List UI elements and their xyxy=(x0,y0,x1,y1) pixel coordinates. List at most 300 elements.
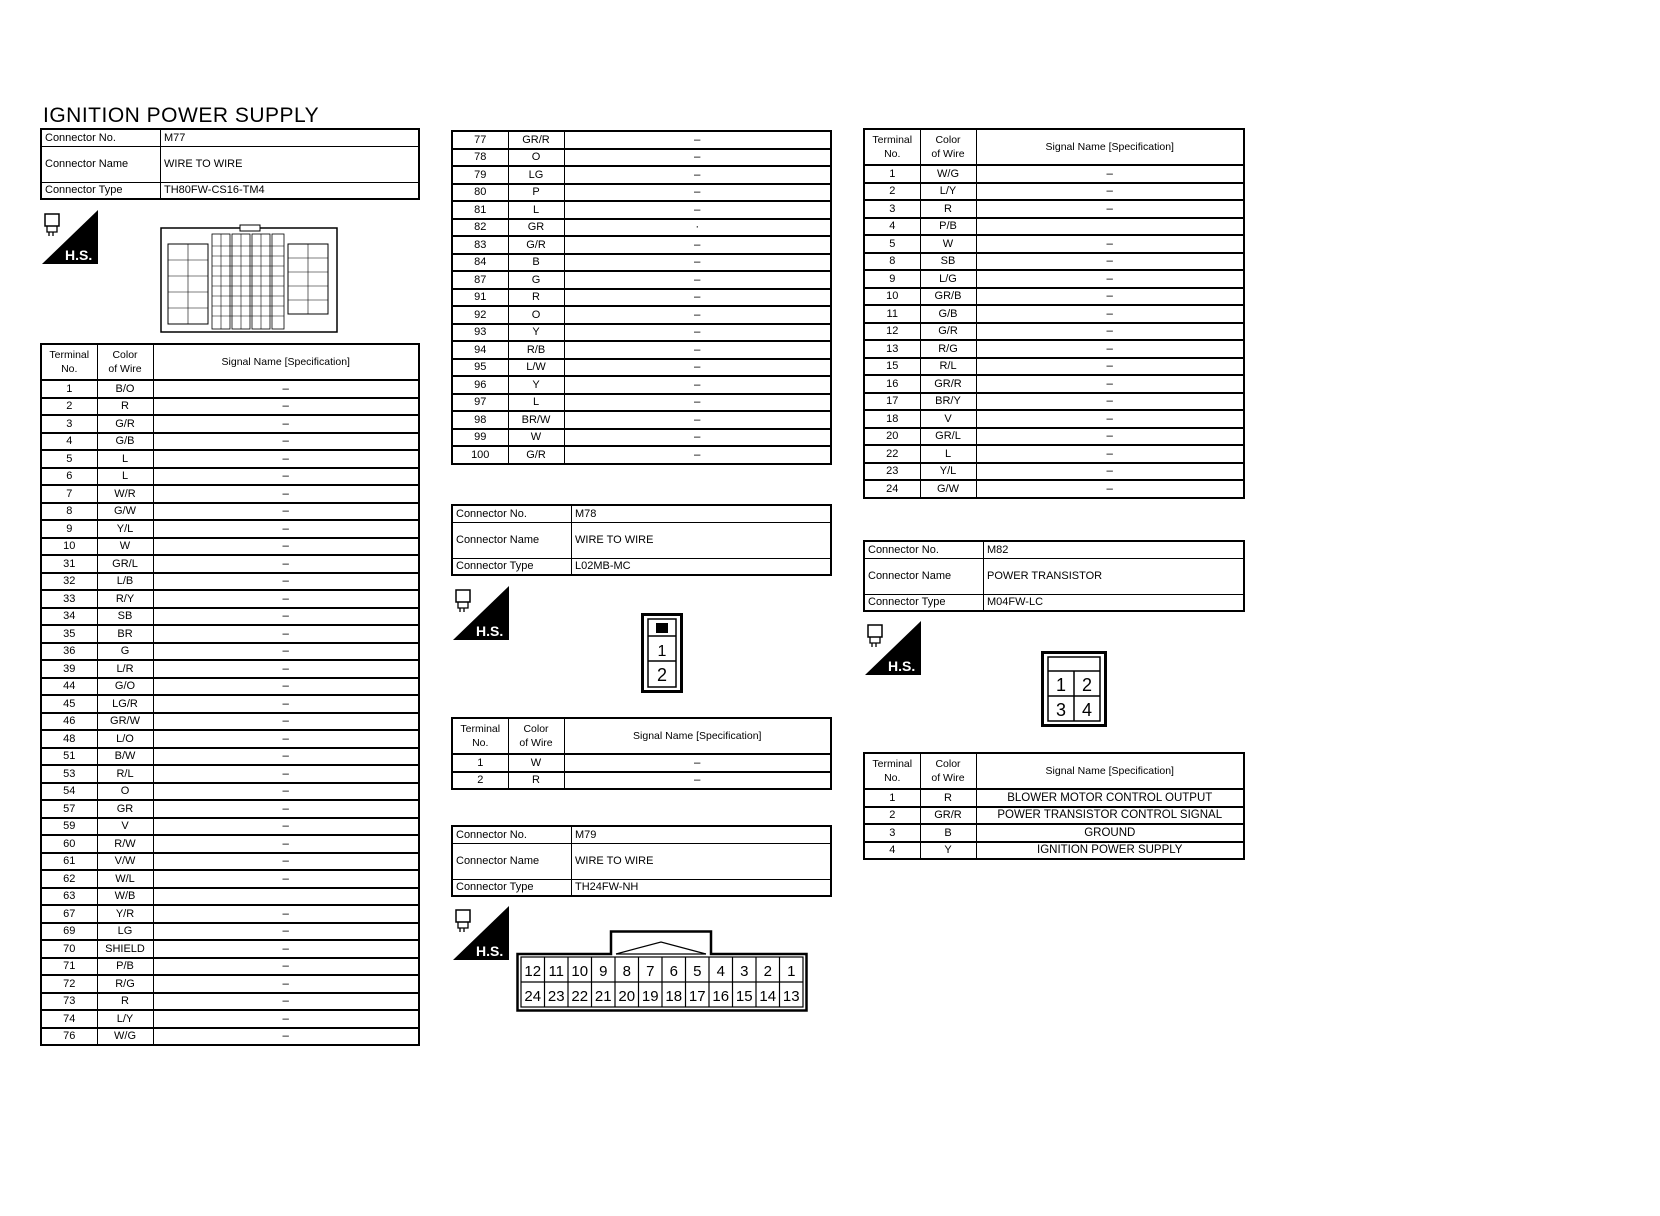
wire-color-cell: B/O xyxy=(97,380,153,398)
table-row xyxy=(864,445,1244,463)
terminal-no-cell: 20 xyxy=(864,428,920,446)
wire-color-cell: G/R xyxy=(508,236,564,254)
m77-connector-type: TH80FW-CS16-TM4 xyxy=(161,182,420,199)
table-row xyxy=(41,503,419,521)
wire-color-cell: BR xyxy=(97,625,153,643)
wire-color-cell: R/L xyxy=(920,358,976,376)
wire-color-cell: Y/L xyxy=(920,463,976,481)
m82-pin-1: 1 xyxy=(1055,675,1067,695)
m79-pin: 9 xyxy=(599,963,608,980)
terminal-no-cell: 51 xyxy=(41,748,97,766)
m79-pin: 3 xyxy=(740,963,749,980)
wire-color-cell: G/R xyxy=(920,323,976,341)
m79-pin: 15 xyxy=(735,988,753,1005)
table-row xyxy=(452,341,831,359)
terminal-no-cell: 48 xyxy=(41,730,97,748)
harness-side-icon xyxy=(40,208,100,266)
terminal-no-cell: 5 xyxy=(41,450,97,468)
signal-name-cell: · xyxy=(564,219,831,237)
m79-pin: 10 xyxy=(571,963,589,980)
table-row xyxy=(864,323,1244,341)
terminal-no-cell: 22 xyxy=(864,445,920,463)
signal-name-cell: – xyxy=(153,853,419,871)
signal-name-cell: – xyxy=(153,975,419,993)
wire-color-cell: G/R xyxy=(97,415,153,433)
m78-connector-name: WIRE TO WIRE xyxy=(572,522,832,558)
terminal-no-cell: 69 xyxy=(41,923,97,941)
table-row xyxy=(864,165,1244,183)
signal-name-cell: – xyxy=(153,398,419,416)
terminal-no-cell: 54 xyxy=(41,783,97,801)
signal-name-cell: – xyxy=(976,183,1244,201)
wire-color-cell: L xyxy=(97,450,153,468)
table-row xyxy=(452,446,831,464)
wire-color-cell: R xyxy=(508,772,564,790)
table-row xyxy=(452,376,831,394)
table-row xyxy=(452,359,831,377)
m82-connector-face xyxy=(1041,651,1107,727)
terminal-no-cell: 59 xyxy=(41,818,97,836)
wire-color-cell: W/G xyxy=(920,165,976,183)
wire-color-cell: Y xyxy=(920,842,976,860)
signal-name-cell: – xyxy=(976,340,1244,358)
signal-name-cell: – xyxy=(976,288,1244,306)
table-row xyxy=(41,450,419,468)
table-row xyxy=(864,375,1244,393)
signal-name-cell: BLOWER MOTOR CONTROL OUTPUT xyxy=(976,789,1244,807)
wire-color-cell: LG xyxy=(508,166,564,184)
wire-color-cell: W/B xyxy=(97,888,153,906)
wire-color-cell: R xyxy=(508,289,564,307)
wire-color-cell: G/W xyxy=(920,480,976,498)
terminal-no-cell: 8 xyxy=(41,503,97,521)
signal-name-cell: – xyxy=(153,905,419,923)
wire-color-cell: R xyxy=(920,789,976,807)
terminal-no-cell: 97 xyxy=(452,394,508,412)
terminal-no-cell: 60 xyxy=(41,835,97,853)
signal-name-cell: – xyxy=(564,271,831,289)
table-row xyxy=(41,415,419,433)
signal-name-cell: – xyxy=(976,445,1244,463)
table-row xyxy=(452,429,831,447)
harness-side-icon xyxy=(863,619,923,677)
table-row xyxy=(452,149,831,167)
terminal-no-cell: 2 xyxy=(452,772,508,790)
signal-name-cell: – xyxy=(153,730,419,748)
signal-name-cell: – xyxy=(153,940,419,958)
page-title: IGNITION POWER SUPPLY xyxy=(43,104,320,127)
terminal-no-cell: 46 xyxy=(41,713,97,731)
terminal-no-cell: 71 xyxy=(41,958,97,976)
signal-name-cell: – xyxy=(153,450,419,468)
signal-name-cell: – xyxy=(564,359,831,377)
table-row xyxy=(41,975,419,993)
signal-name-cell: – xyxy=(564,236,831,254)
wire-color-cell: L/B xyxy=(97,573,153,591)
table-row xyxy=(864,428,1244,446)
terminal-no-cell: 3 xyxy=(864,200,920,218)
wire-color-cell: GR/W xyxy=(97,713,153,731)
wire-color-cell: SB xyxy=(920,253,976,271)
signal-name-cell: – xyxy=(153,1028,419,1046)
color-of-wire-header: Color of Wire xyxy=(920,753,976,789)
signal-name-cell: – xyxy=(564,446,831,464)
table-row xyxy=(864,200,1244,218)
terminal-no-cell: 11 xyxy=(864,305,920,323)
table-row xyxy=(41,783,419,801)
terminal-no-cell: 35 xyxy=(41,625,97,643)
table-row xyxy=(41,835,419,853)
signal-name-cell: IGNITION POWER SUPPLY xyxy=(976,842,1244,860)
terminal-no-cell: 8 xyxy=(864,253,920,271)
table-row xyxy=(41,905,419,923)
table-row xyxy=(452,184,831,202)
signal-name-cell: – xyxy=(153,748,419,766)
wire-color-cell: B/W xyxy=(97,748,153,766)
signal-name-cell: – xyxy=(564,149,831,167)
signal-name-cell: POWER TRANSISTOR CONTROL SIGNAL xyxy=(976,807,1244,825)
hs-badge-text: H.S. xyxy=(65,247,93,263)
harness-side-icon xyxy=(451,904,511,962)
connector-name-label: Connector Name xyxy=(452,843,572,879)
wire-color-cell: G xyxy=(97,643,153,661)
wire-color-cell: W/L xyxy=(97,870,153,888)
wire-color-cell: L xyxy=(508,201,564,219)
m79-pin: 17 xyxy=(688,988,706,1005)
signal-name-cell: – xyxy=(564,289,831,307)
color-of-wire-header: Color of Wire xyxy=(920,129,976,165)
wire-color-cell: L/R xyxy=(97,660,153,678)
m79-pin: 2 xyxy=(763,963,772,980)
m77-connector-name: WIRE TO WIRE xyxy=(161,146,420,182)
terminal-no-cell: 67 xyxy=(41,905,97,923)
signal-name-cell: – xyxy=(564,201,831,219)
signal-name-cell xyxy=(153,888,419,906)
wire-color-cell: G/O xyxy=(97,678,153,696)
wire-color-cell: B xyxy=(508,254,564,272)
color-of-wire-header: Color of Wire xyxy=(97,344,153,380)
wire-color-cell: V xyxy=(97,818,153,836)
terminal-no-cell: 44 xyxy=(41,678,97,696)
signal-name-cell: – xyxy=(153,590,419,608)
wire-color-cell: GR/L xyxy=(97,555,153,573)
m82-pin-4: 4 xyxy=(1081,700,1093,720)
terminal-no-cell: 81 xyxy=(452,201,508,219)
signal-name-cell: – xyxy=(976,235,1244,253)
m79-pin: 20 xyxy=(618,988,636,1005)
wire-color-cell: SHIELD xyxy=(97,940,153,958)
table-row xyxy=(864,393,1244,411)
table-row xyxy=(864,358,1244,376)
terminal-no-cell: 94 xyxy=(452,341,508,359)
wire-color-cell: G xyxy=(508,271,564,289)
terminal-no-cell: 70 xyxy=(41,940,97,958)
table-row xyxy=(452,754,831,772)
table-row xyxy=(452,254,831,272)
m82-connector-no: M82 xyxy=(984,541,1245,558)
hs-badge-text: H.S. xyxy=(476,943,504,959)
m77-terminal-table-continued xyxy=(451,130,832,465)
table-row xyxy=(452,166,831,184)
signal-name-cell: – xyxy=(564,166,831,184)
terminal-no-cell: 45 xyxy=(41,695,97,713)
signal-name-header: Signal Name [Specification] xyxy=(153,344,419,380)
table-row xyxy=(41,590,419,608)
signal-name-header: Signal Name [Specification] xyxy=(976,129,1244,165)
harness-side-icon xyxy=(451,584,511,642)
terminal-no-cell: 6 xyxy=(41,468,97,486)
table-row xyxy=(41,993,419,1011)
wire-color-cell: W xyxy=(97,538,153,556)
m78-connector-info xyxy=(451,504,832,576)
wire-color-cell: GR/B xyxy=(920,288,976,306)
signal-name-cell: – xyxy=(153,695,419,713)
terminal-no-cell: 72 xyxy=(41,975,97,993)
m79-pin: 5 xyxy=(693,963,702,980)
wire-color-cell: R/W xyxy=(97,835,153,853)
wire-color-cell: L/Y xyxy=(920,183,976,201)
table-row xyxy=(41,643,419,661)
m79-connector-no: M79 xyxy=(572,826,832,843)
signal-name-cell: – xyxy=(564,254,831,272)
wire-color-cell: L/O xyxy=(97,730,153,748)
connector-no-label: Connector No. xyxy=(452,826,572,843)
wire-color-cell: W xyxy=(920,235,976,253)
m79-pin: 18 xyxy=(665,988,683,1005)
signal-name-cell: – xyxy=(153,818,419,836)
terminal-no-cell: 92 xyxy=(452,306,508,324)
table-row xyxy=(452,306,831,324)
terminal-no-cell: 17 xyxy=(864,393,920,411)
signal-name-cell: – xyxy=(153,993,419,1011)
wire-color-cell: P/B xyxy=(920,218,976,236)
table-row xyxy=(864,183,1244,201)
m78-connector-face xyxy=(641,613,683,693)
terminal-no-cell: 84 xyxy=(452,254,508,272)
m79-pin: 21 xyxy=(594,988,612,1005)
terminal-no-cell: 2 xyxy=(864,183,920,201)
table-row xyxy=(41,398,419,416)
table-row xyxy=(864,463,1244,481)
terminal-no-cell: 100 xyxy=(452,446,508,464)
m79-pin: 24 xyxy=(524,988,542,1005)
terminal-no-cell: 18 xyxy=(864,410,920,428)
wire-color-cell: W/R xyxy=(97,485,153,503)
signal-name-cell: – xyxy=(976,305,1244,323)
table-row xyxy=(41,923,419,941)
m79-connector-info xyxy=(451,825,832,897)
table-row xyxy=(41,748,419,766)
wire-color-cell: R/L xyxy=(97,765,153,783)
wire-color-cell: O xyxy=(508,306,564,324)
wire-color-cell: O xyxy=(508,149,564,167)
m77-connector-no: M77 xyxy=(161,129,420,146)
terminal-no-cell: 53 xyxy=(41,765,97,783)
m79-connector-type: TH24FW-NH xyxy=(572,879,832,896)
terminal-no-cell: 3 xyxy=(41,415,97,433)
wire-color-cell: L xyxy=(508,394,564,412)
table-row xyxy=(864,270,1244,288)
wire-color-cell: L xyxy=(920,445,976,463)
wire-color-cell: G/R xyxy=(508,446,564,464)
wire-color-cell: V xyxy=(920,410,976,428)
table-row xyxy=(41,608,419,626)
signal-name-cell xyxy=(976,218,1244,236)
signal-name-cell: – xyxy=(153,503,419,521)
signal-name-cell: – xyxy=(153,415,419,433)
wire-color-cell: P/B xyxy=(97,958,153,976)
signal-name-cell: – xyxy=(153,660,419,678)
connector-no-label: Connector No. xyxy=(452,505,572,522)
table-row xyxy=(864,340,1244,358)
terminal-no-cell: 2 xyxy=(864,807,920,825)
signal-name-cell: – xyxy=(976,393,1244,411)
m79-pin: 19 xyxy=(641,988,659,1005)
signal-name-cell: – xyxy=(564,131,831,149)
table-row xyxy=(452,289,831,307)
terminal-no-cell: 15 xyxy=(864,358,920,376)
signal-name-cell: – xyxy=(976,253,1244,271)
signal-name-cell: – xyxy=(976,428,1244,446)
m78-pin-1: 1 xyxy=(657,643,667,660)
wire-color-cell: R/B xyxy=(508,341,564,359)
terminal-no-cell: 1 xyxy=(864,789,920,807)
connector-type-label: Connector Type xyxy=(452,879,572,896)
table-row xyxy=(41,1028,419,1046)
wire-color-cell: SB xyxy=(97,608,153,626)
m82-pin-3: 3 xyxy=(1055,700,1067,720)
wire-color-cell: B xyxy=(920,824,976,842)
signal-name-cell: – xyxy=(153,678,419,696)
terminal-no-header: Terminal No. xyxy=(41,344,97,380)
terminal-no-cell: 5 xyxy=(864,235,920,253)
table-row xyxy=(864,253,1244,271)
terminal-no-cell: 61 xyxy=(41,853,97,871)
signal-name-cell: – xyxy=(976,358,1244,376)
terminal-no-cell: 91 xyxy=(452,289,508,307)
signal-name-cell: – xyxy=(153,625,419,643)
signal-name-cell: – xyxy=(564,772,831,790)
table-row xyxy=(864,305,1244,323)
terminal-no-cell: 9 xyxy=(41,520,97,538)
signal-name-cell: – xyxy=(153,800,419,818)
m82-connector-name: POWER TRANSISTOR xyxy=(984,558,1245,594)
signal-name-cell: – xyxy=(153,608,419,626)
terminal-no-cell: 13 xyxy=(864,340,920,358)
terminal-no-header: Terminal No. xyxy=(452,718,508,754)
terminal-no-cell: 34 xyxy=(41,608,97,626)
wire-color-cell: GR/R xyxy=(920,375,976,393)
signal-name-cell: – xyxy=(153,433,419,451)
m79-connector-name: WIRE TO WIRE xyxy=(572,843,832,879)
terminal-no-cell: 79 xyxy=(452,166,508,184)
table-row xyxy=(41,853,419,871)
table-row xyxy=(41,485,419,503)
table-row xyxy=(452,411,831,429)
signal-name-cell: – xyxy=(976,200,1244,218)
signal-name-cell: – xyxy=(976,410,1244,428)
terminal-no-cell: 36 xyxy=(41,643,97,661)
signal-name-cell: – xyxy=(976,323,1244,341)
m82-connector-info xyxy=(863,540,1245,612)
connector-no-label: Connector No. xyxy=(41,129,161,146)
wire-color-cell: P xyxy=(508,184,564,202)
terminal-no-cell: 63 xyxy=(41,888,97,906)
terminal-no-cell: 62 xyxy=(41,870,97,888)
terminal-no-cell: 78 xyxy=(452,149,508,167)
table-row xyxy=(41,870,419,888)
terminal-no-cell: 87 xyxy=(452,271,508,289)
terminal-no-cell: 57 xyxy=(41,800,97,818)
connector-type-label: Connector Type xyxy=(452,558,572,575)
terminal-no-cell: 1 xyxy=(864,165,920,183)
m79-pin: 6 xyxy=(669,963,678,980)
signal-name-cell: – xyxy=(153,1010,419,1028)
m78-connector-type: L02MB-MC xyxy=(572,558,832,575)
m79-pin: 13 xyxy=(782,988,800,1005)
wire-color-cell: G/B xyxy=(97,433,153,451)
signal-name-cell: – xyxy=(153,538,419,556)
table-row xyxy=(864,480,1244,498)
m79-pin: 1 xyxy=(787,963,796,980)
wire-color-cell: L/Y xyxy=(97,1010,153,1028)
table-row xyxy=(452,236,831,254)
terminal-no-cell: 9 xyxy=(864,270,920,288)
table-row xyxy=(864,807,1244,825)
signal-name-cell: – xyxy=(153,958,419,976)
m79-pin: 11 xyxy=(548,963,565,980)
terminal-no-cell: 98 xyxy=(452,411,508,429)
terminal-no-cell: 99 xyxy=(452,429,508,447)
signal-name-cell: – xyxy=(564,324,831,342)
m79-pin: 23 xyxy=(547,988,565,1005)
m82-pin-2: 2 xyxy=(1081,675,1093,695)
table-row xyxy=(41,940,419,958)
m79-pin: 22 xyxy=(571,988,589,1005)
table-row xyxy=(41,1010,419,1028)
wire-color-cell: R xyxy=(97,993,153,1011)
wire-color-cell: R/G xyxy=(97,975,153,993)
terminal-no-cell: 24 xyxy=(864,480,920,498)
table-row xyxy=(452,131,831,149)
signal-name-cell: – xyxy=(153,485,419,503)
wire-color-cell: O xyxy=(97,783,153,801)
signal-name-cell: – xyxy=(153,923,419,941)
table-row xyxy=(41,538,419,556)
wire-color-cell: GR/L xyxy=(920,428,976,446)
m79-pin: 4 xyxy=(716,963,725,980)
signal-name-cell: – xyxy=(153,765,419,783)
table-row xyxy=(41,660,419,678)
signal-name-cell: – xyxy=(976,480,1244,498)
m79-pin: 8 xyxy=(622,963,631,980)
signal-name-cell: – xyxy=(153,380,419,398)
wire-color-cell: G/W xyxy=(97,503,153,521)
signal-name-cell: – xyxy=(976,375,1244,393)
m78-terminal-table xyxy=(451,717,832,790)
table-row xyxy=(41,520,419,538)
signal-name-cell: – xyxy=(153,835,419,853)
signal-name-cell: – xyxy=(153,783,419,801)
color-of-wire-header: Color of Wire xyxy=(508,718,564,754)
m78-pin-2: 2 xyxy=(656,665,668,685)
terminal-no-cell: 16 xyxy=(864,375,920,393)
wire-color-cell: LG/R xyxy=(97,695,153,713)
connector-type-label: Connector Type xyxy=(864,594,984,611)
table-row xyxy=(452,219,831,237)
wire-color-cell: W/G xyxy=(97,1028,153,1046)
wire-color-cell: Y/R xyxy=(97,905,153,923)
